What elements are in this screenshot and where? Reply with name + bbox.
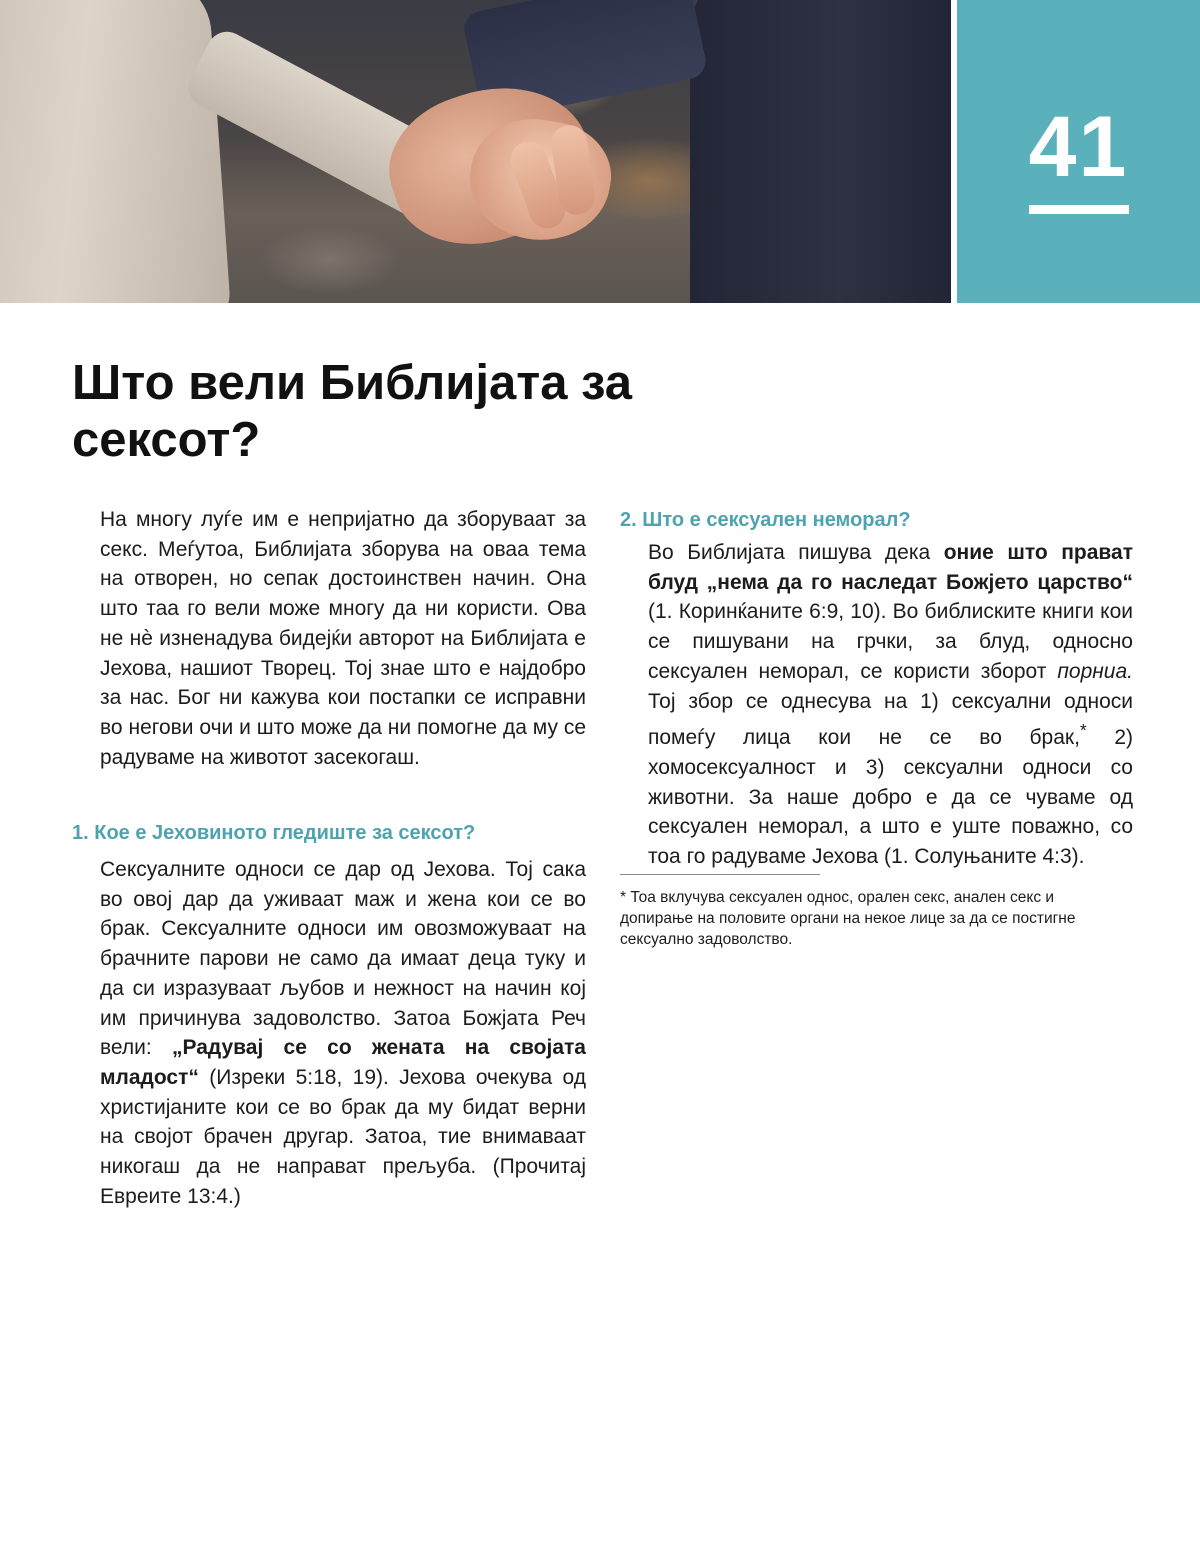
section1-body — [100, 855, 586, 1211]
intro-column — [100, 505, 586, 772]
section2-text-d: 2) хомосексуалност и 3) сексуални односи со животни. За наше добро е да се чуваме од сексуален неморал, а што е уште поважно, со тоа го радуваме Јехова (1. Солуњаните 4:3). — [648, 726, 1133, 869]
section1-text-b: (Изреки 5:18, 19). Јехова очекува од христијаните кои се во брак да му бидат верни на својот брачен другар. Затоа, тие внимаваат никогаш да не направат прељуба. (Прочитај Евреите 13:4.) — [100, 1065, 586, 1208]
section2-paragraph — [648, 538, 1133, 872]
section1-heading: 1. Кое е Јеховиното гледиште за сексот? — [72, 822, 476, 844]
section2-body — [648, 538, 1133, 872]
section2-quote: оние што прават блуд „нема да го наследат Божјето царство“ — [648, 541, 1133, 594]
section2-term: порниа. — [1057, 659, 1133, 683]
page-title: Што вели Библијата за сексот? — [72, 356, 633, 467]
footnote-marker[interactable]: * — [1079, 720, 1087, 741]
lesson-number-underline — [1029, 205, 1129, 214]
section1-text-a: Сексуалните односи се дар од Јехова. Тој сака во овој дар да уживаат маж и жена кои се во брак. Сексуалните односи им овозможуваат на брачните парови не само да имаат деца туку и да си изразуваат љубов и нежност на начин кој им причинува задоволство. Затоа Божјата Реч вели: — [100, 858, 586, 1060]
intro-paragraph: На многу луѓе им е непријатно да зборуваат за секс. Меѓутоа, Библијата зборува на оваа тема на отворен, но сепак достоинствен начин. Она што таа го вели може многу да ни користи. Ова не нѐ изненадува бидејќи авторот на Библијата е Јехова, нашиот Творец. Тој знае што е најдобро за нас. Бог ни кажува кои постапки се исправни во негови очи и што може да ни помогне да му се радуваме на животот засекогаш. — [100, 508, 586, 769]
lesson-number: 41 — [1028, 99, 1129, 195]
section2-heading: 2. Што е сексуален неморал? — [620, 509, 911, 531]
right-sleeve — [690, 0, 951, 303]
footnote-divider — [620, 874, 820, 875]
section2-text-c: Тој збор се однесува на 1) сексуални односи помеѓу лица кои не се во брак, — [648, 689, 1133, 750]
footnote-text: * Тоа вклучува сексуален однос, орален секс, анален секс и допирање на половите органи на некое лице за да се постигне сексуално задоволство. — [620, 889, 1076, 948]
lesson-number-panel — [957, 0, 1200, 303]
section2-text-a: Во Библијата пишува дека — [648, 541, 944, 564]
section2-text-b: (1. Коринќаните 6:9, 10). Во библиските книги кои се пишувани на грчки, за блуд, односно сексуален неморал, се користи зборот — [648, 600, 1133, 683]
left-sleeve — [0, 0, 232, 303]
section1-quote: „Радувај се со жената на својата младост“ — [100, 1036, 586, 1089]
section1-paragraph — [100, 855, 586, 1211]
hero-photo — [0, 0, 951, 303]
